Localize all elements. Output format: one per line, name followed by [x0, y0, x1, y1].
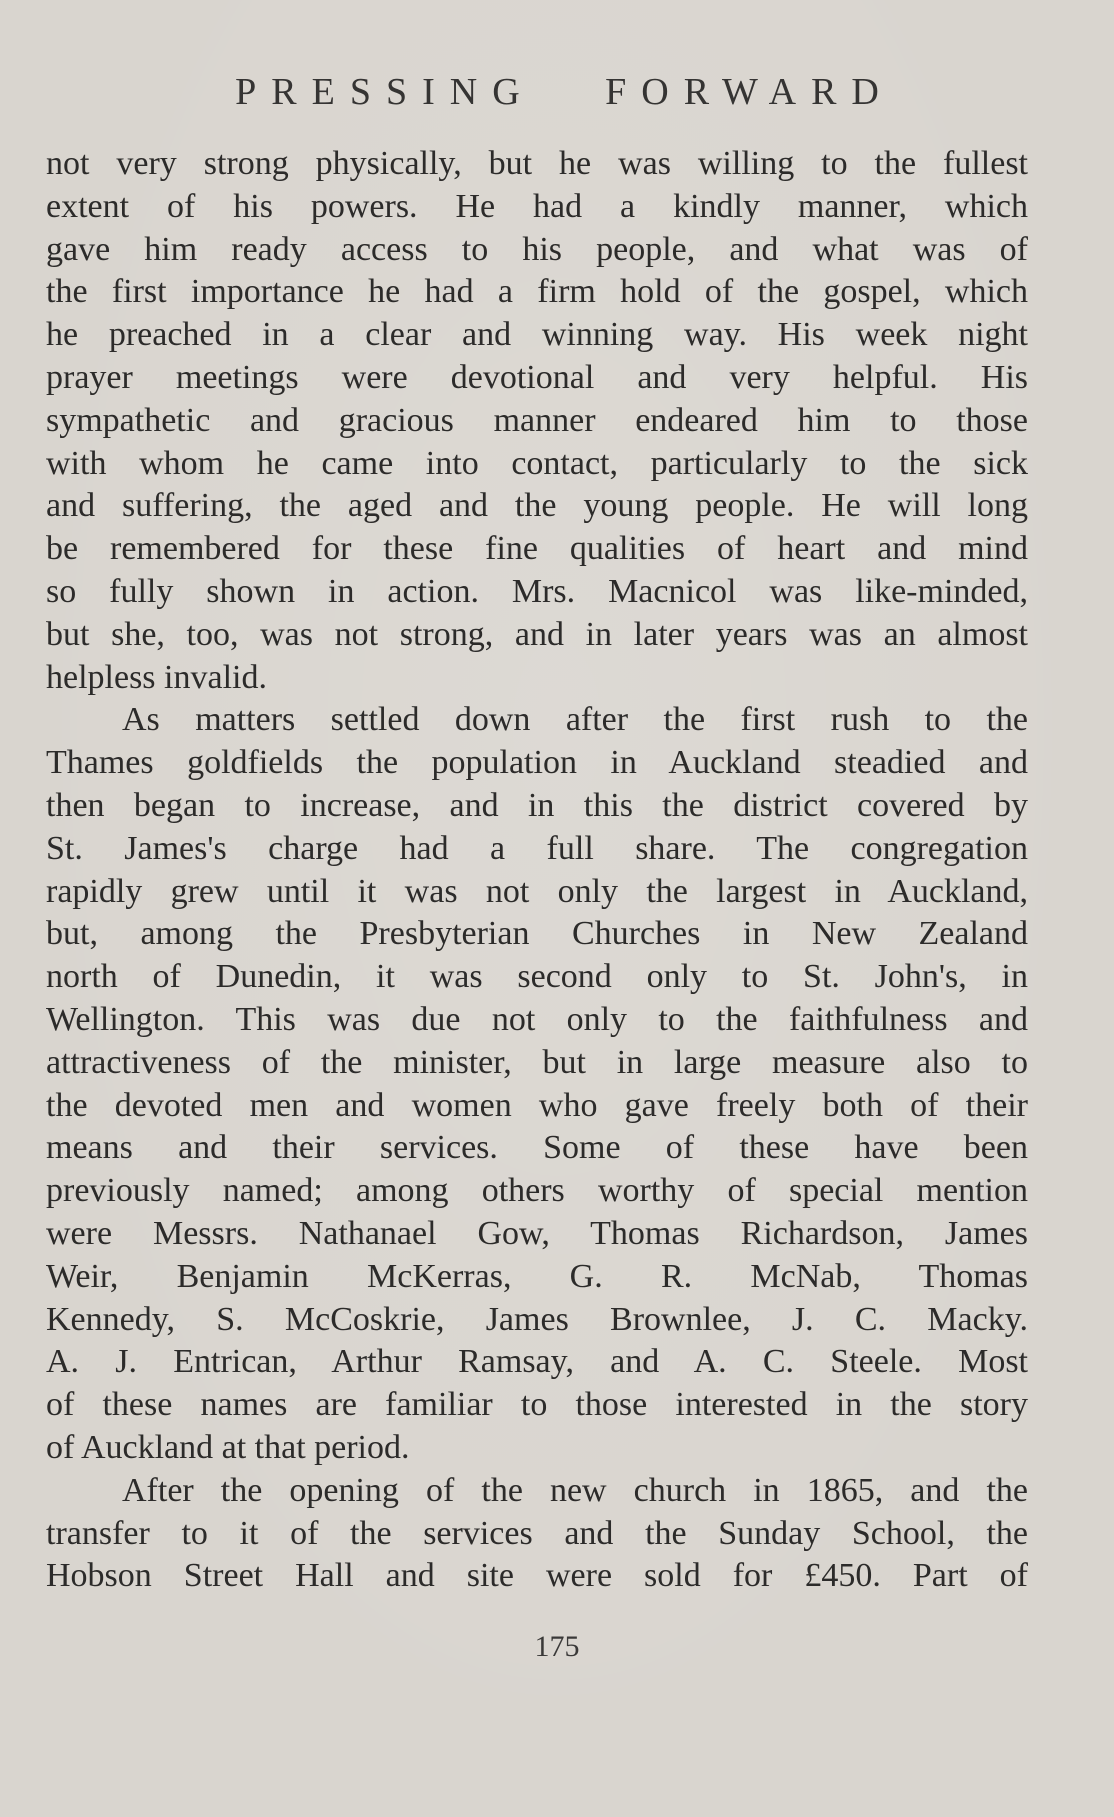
text-line: means and their services. Some of these have been [46, 1129, 1028, 1167]
text-line: Hobson Street Hall and site were sold for £450. Part of [46, 1557, 1028, 1595]
text-line: the devoted men and women who gave freely both of their [46, 1086, 1028, 1124]
text-line: Wellington. This was due not only to the faithfulness and [46, 1000, 1028, 1038]
text-line: previously named; among others worthy of special mention [46, 1172, 1028, 1210]
paragraph-start-line: After the opening of the new church in 1865, and the [122, 1471, 1028, 1509]
running-head [0, 70, 1114, 114]
running-head-word-2: FORWARD [605, 71, 894, 113]
text-line: but she, too, was not strong, and in later years was an almost [46, 615, 1028, 653]
text-line: with whom he came into contact, particularly to the sick [46, 444, 1028, 482]
text-line: but, among the Presbyterian Churches in New Zealand [46, 915, 1028, 953]
text-line: gave him ready access to his people, and what was of [46, 230, 1028, 268]
text-line: were Messrs. Nathanael Gow, Thomas Richardson, James [46, 1214, 1028, 1252]
text-line: north of Dunedin, it was second only to St. John's, in [46, 958, 1028, 996]
text-line: sympathetic and gracious manner endeared him to those [46, 401, 1028, 439]
text-line: he preached in a clear and winning way. His week night [46, 316, 1028, 354]
text-line: be remembered for these fine qualities of heart and mind [46, 530, 1028, 568]
text-line: extent of his powers. He had a kindly manner, which [46, 187, 1028, 225]
text-line: transfer to it of the services and the Sunday School, the [46, 1514, 1028, 1552]
paragraph-end-line: of Auckland at that period. [46, 1428, 410, 1466]
text-line: so fully shown in action. Mrs. Macnicol was like-minded, [46, 572, 1028, 610]
text-line: then began to increase, and in this the district covered by [46, 786, 1028, 824]
text-line: Thames goldfields the population in Auckland steadied and [46, 744, 1028, 782]
body-text [46, 143, 1028, 1598]
text-line: Kennedy, S. McCoskrie, James Brownlee, J. C. Macky. [46, 1300, 1028, 1338]
text-line: A. J. Entrican, Arthur Ramsay, and A. C. Steele. Most [46, 1343, 1028, 1381]
text-line: of these names are familiar to those interested in the story [46, 1386, 1028, 1424]
text-line: attractiveness of the minister, but in large measure also to [46, 1043, 1028, 1081]
text-line: rapidly grew until it was not only the largest in Auckland, [46, 872, 1028, 910]
text-line: the first importance he had a firm hold of the gospel, which [46, 273, 1028, 311]
text-line: and suffering, the aged and the young people. He will long [46, 487, 1028, 525]
text-line: not very strong physically, but he was willing to the fullest [46, 145, 1028, 182]
paragraph-start-line: As matters settled down after the first rush to the [122, 701, 1028, 739]
text-line: Weir, Benjamin McKerras, G. R. McNab, Thomas [46, 1257, 1028, 1295]
text-line: St. James's charge had a full share. The congregation [46, 829, 1028, 867]
paragraph-end-line: helpless invalid. [46, 658, 267, 696]
page-number: 175 [534, 1630, 580, 1663]
text-line: prayer meetings were devotional and very helpful. His [46, 358, 1028, 396]
running-head-word-1: PRESSING [235, 71, 535, 113]
